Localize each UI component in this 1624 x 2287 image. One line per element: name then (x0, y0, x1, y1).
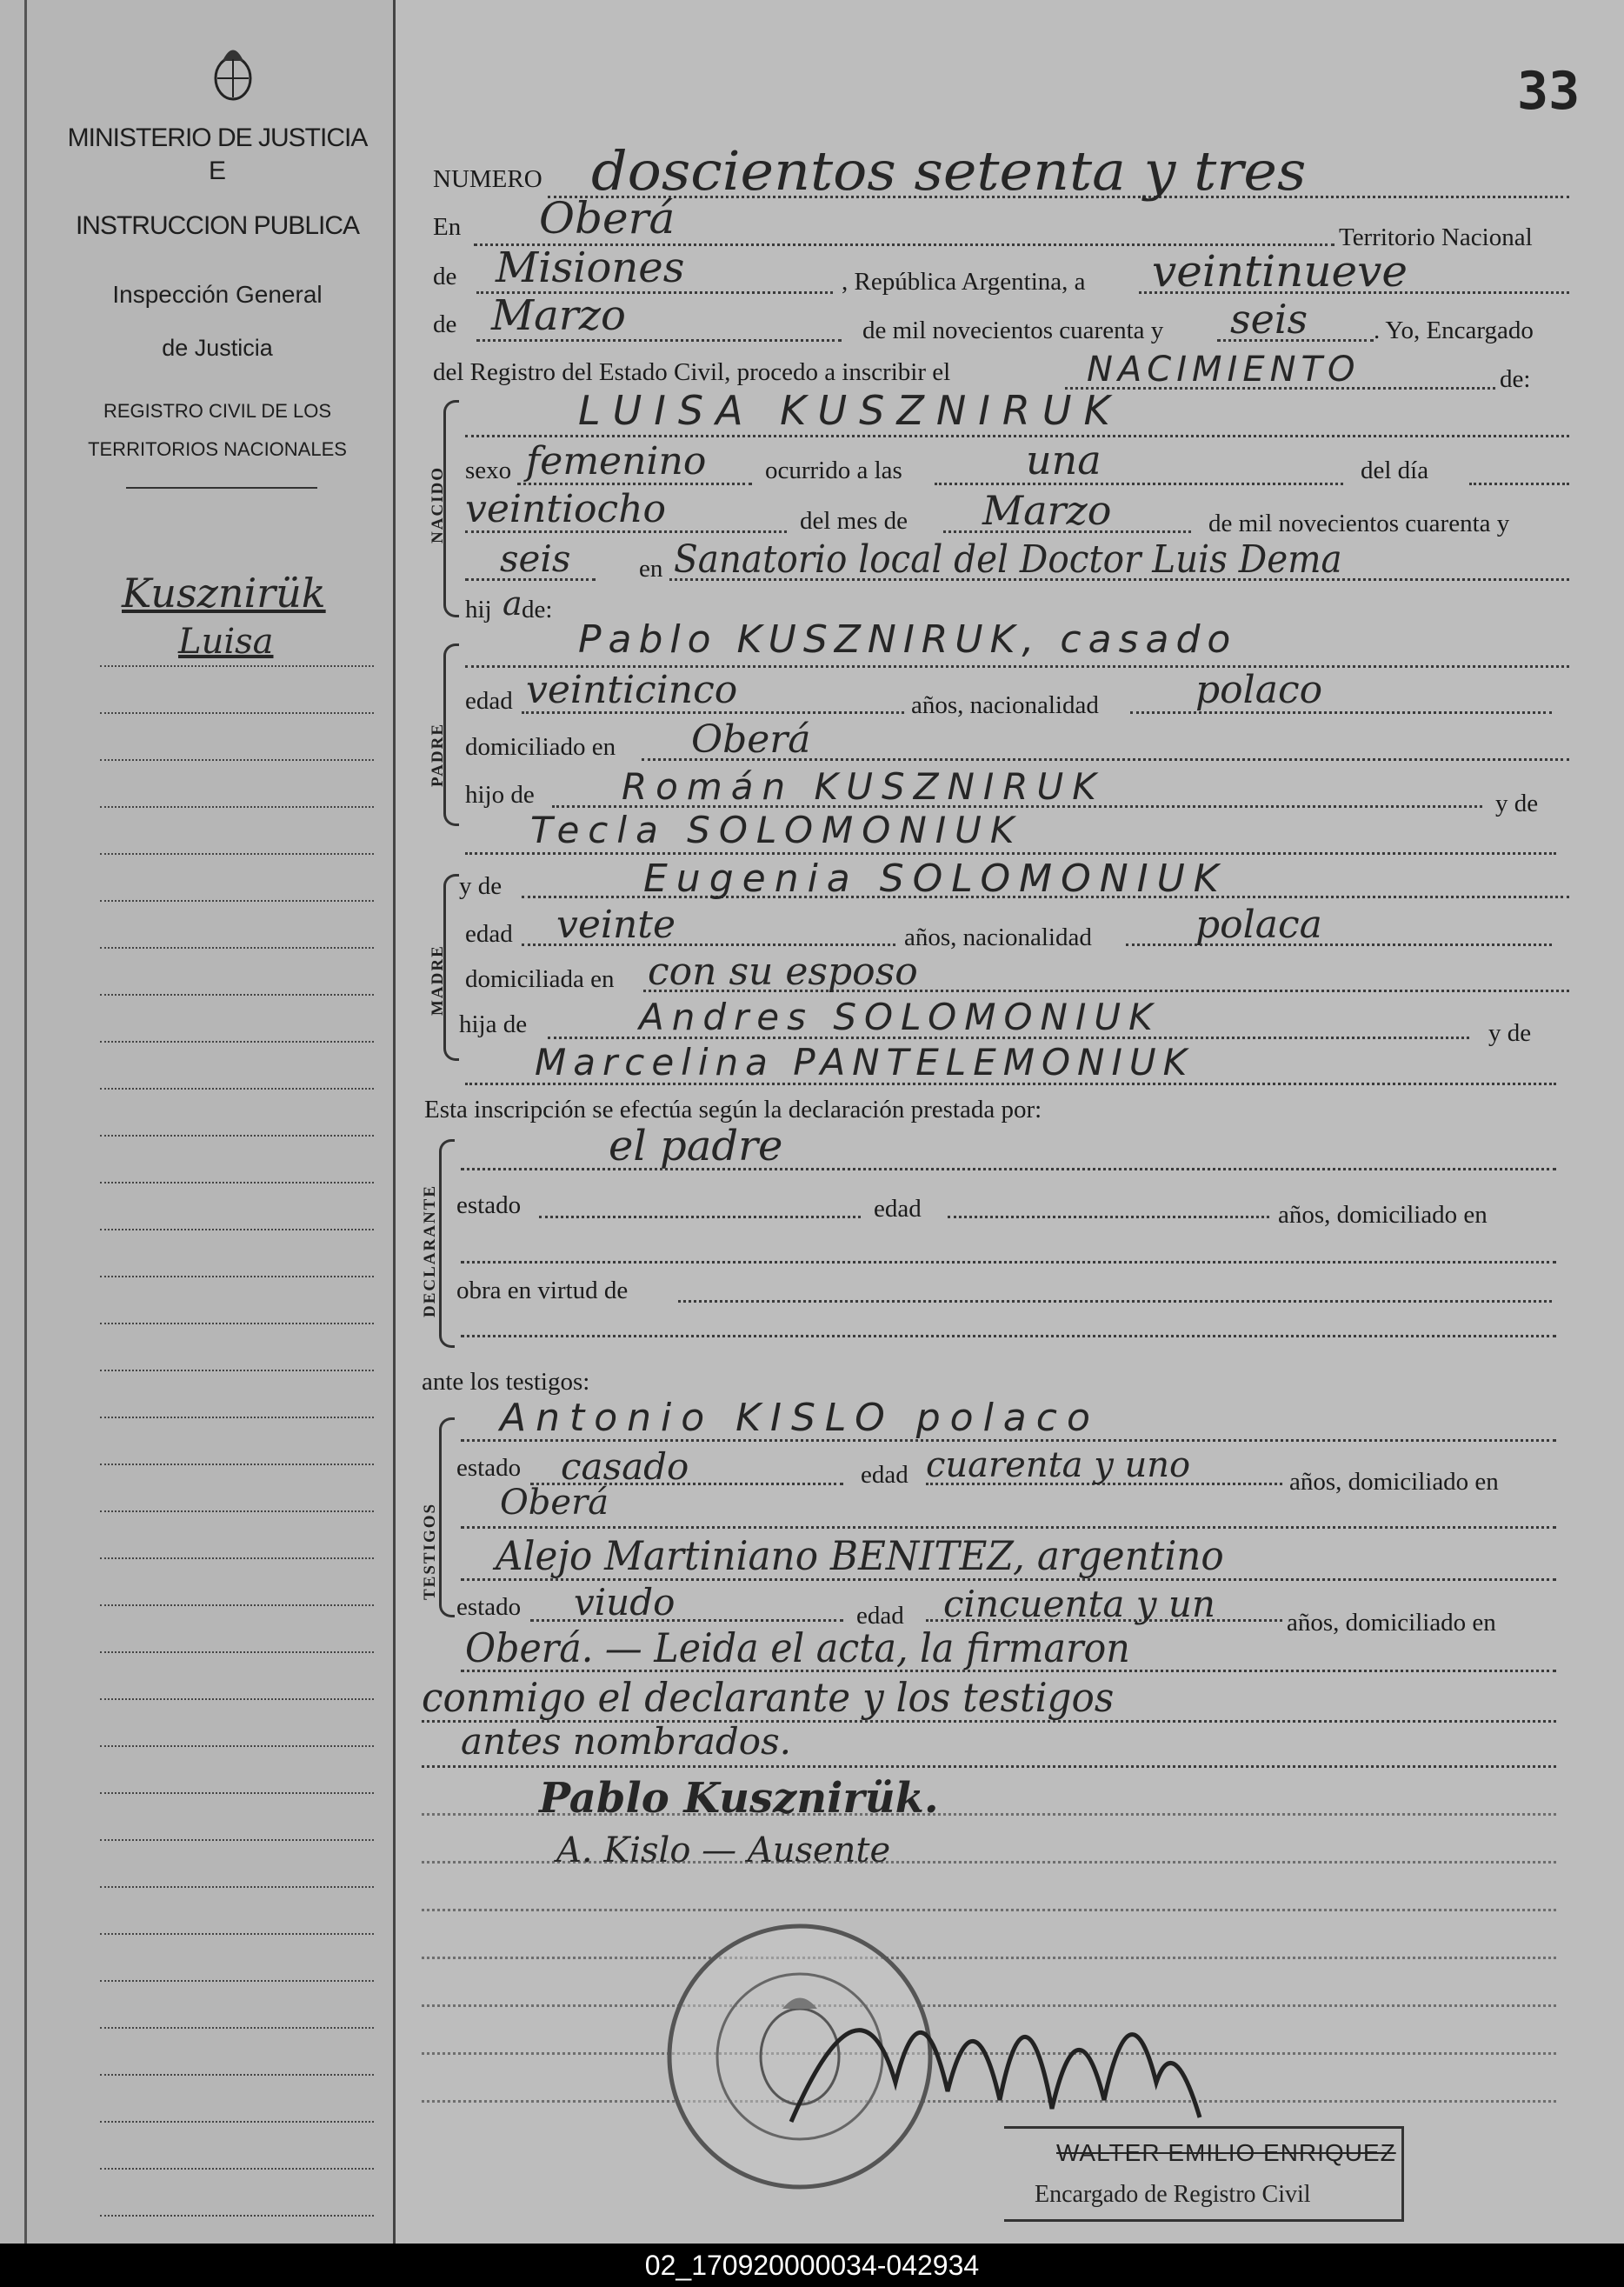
hija-value: a (503, 584, 522, 623)
margin-rule-line (100, 1323, 374, 1324)
margin-rule-line (100, 2074, 374, 2076)
nacido-tag: NACIDO (429, 465, 447, 543)
hija-de-label: de: (522, 596, 553, 623)
testigo1-dom-value: Oberá (500, 1483, 609, 1523)
padre-nac-value: polaco (1195, 668, 1323, 712)
testigo1-edad-value: cuarenta y uno (926, 1445, 1191, 1485)
testigo2-estado-value: viudo (574, 1581, 676, 1624)
dia-nac-value: veintiocho (465, 487, 667, 531)
national-seal-icon (207, 35, 259, 104)
margin-rule-line (100, 1980, 374, 1982)
padre-madre-rule (465, 852, 1556, 855)
margin-rule-line (100, 1698, 374, 1700)
registro-line1: REGISTRO CIVIL DE LOS (103, 400, 332, 422)
obra-label: obra en virtud de (456, 1277, 629, 1304)
del-dia-label: del día (1361, 457, 1429, 484)
inspeccion-line1: Inspección General (112, 281, 323, 308)
padre-tag: PADRE (429, 722, 447, 787)
cierre-line2: antes nombrados. (461, 1720, 791, 1763)
ministry-line3: INSTRUCCION PUBLICA (75, 211, 360, 240)
testigo2-estado-label: estado (456, 1593, 522, 1621)
madre-padre-value: Andres SOLOMONIUK (639, 996, 1161, 1038)
madre-name: Eugenia SOLOMONIUK (643, 857, 1228, 901)
declarante-edad-label: edad (874, 1195, 922, 1223)
madre-tag: MADRE (429, 944, 447, 1016)
padre-edad-label: edad (465, 687, 513, 715)
ministry-line2: E (208, 157, 226, 185)
margin-rule-line (100, 1464, 374, 1465)
margin-rule-line (100, 665, 374, 667)
mes-nac-value: Marzo (982, 487, 1112, 534)
madre-madre-rule (465, 1083, 1556, 1085)
cierre-rule2 (422, 1765, 1556, 1768)
margin-rule-line (100, 1088, 374, 1090)
testigo1-estado-label: estado (456, 1454, 522, 1482)
page-number: 33 (1517, 61, 1581, 122)
signature-rule-line (422, 1861, 1556, 1864)
mil2-label: de mil novecientos cuarenta y (1208, 510, 1510, 537)
yo-label: . Yo, Encargado (1374, 317, 1534, 344)
madre-dom-value: con su esposo (648, 950, 918, 994)
registro-line2: TERRITORIOS NACIONALES (88, 438, 347, 460)
margin-rule-line (100, 1041, 374, 1043)
inscripcion-label: Esta inscripción se efectúa según la declaración prestada por: (424, 1096, 1042, 1123)
margin-rule-line (100, 2027, 374, 2029)
testigo2-edad-value: cincuenta y un (943, 1583, 1215, 1625)
testigos-label: ante los testigos: (422, 1368, 590, 1396)
declarante-value: el padre (609, 1122, 783, 1170)
testigo2-edad-label: edad (856, 1602, 904, 1630)
testigo2-dom-value: Oberá. — Leida el acta, la firmaron (465, 1624, 1130, 1671)
nacido-name: LUISA KUSZNIRUK (578, 387, 1122, 434)
numero-value: doscientos setenta y tres (591, 139, 1307, 203)
declarante-estado-label: estado (456, 1191, 522, 1219)
margin-rule-line (100, 1839, 374, 1841)
obra-rule2 (461, 1335, 1556, 1337)
testigo2-name: Alejo Martiniano BENITEZ, argentino (496, 1532, 1224, 1579)
hora-rule (935, 483, 1343, 485)
signature-father: Pablo Kusznirük. (539, 1774, 939, 1823)
margin-rule-line (100, 1229, 374, 1230)
margin-rule-line (100, 806, 374, 808)
declarante-dom-rule (461, 1261, 1556, 1264)
margin-rule-line (100, 994, 374, 996)
del-mes-label: del mes de (800, 507, 909, 535)
de-label: de (433, 263, 457, 290)
padre-y-de-label: y de (1495, 790, 1539, 817)
margin-rule-line (100, 1933, 374, 1935)
signature-witnesses: A. Kislo — Ausente (556, 1830, 891, 1870)
madre-nac-value: polaca (1195, 903, 1322, 947)
testigo1-name: Antonio KISLO polaco (500, 1396, 1100, 1440)
footer-id: 02_170920000034-042934 (0, 2244, 1624, 2287)
hija-label: hij (465, 596, 492, 623)
anio-value: seis (1230, 296, 1308, 343)
dia-nac-rule (465, 530, 787, 533)
madre-nac-rule (1126, 943, 1552, 946)
margin-column (0, 0, 396, 2244)
sexo-label: sexo (465, 457, 512, 484)
margin-rule-line (100, 1745, 374, 1747)
inspeccion-line2: de Justicia (162, 335, 273, 361)
testigos-tag: TESTIGOS (421, 1502, 439, 1600)
officer-name: WALTER EMILIO ENRIQUEZ (1056, 2139, 1396, 2166)
signature-rule-line (422, 1813, 1556, 1816)
margin-rule-line (100, 1370, 374, 1371)
testigo2-dom-rule (461, 1670, 1556, 1672)
margin-rule-line (100, 853, 374, 855)
margin-rule-line (100, 1182, 374, 1184)
margin-rule-line (100, 2168, 374, 2170)
madre-yde-label: y de (459, 872, 503, 900)
padre-hijo-de-label: hijo de (465, 781, 535, 809)
provincia-value: Misiones (496, 243, 685, 292)
republica-label: , República Argentina, a (842, 268, 1086, 296)
margin-rule-line (100, 900, 374, 902)
margin-given-name: Luisa (178, 622, 274, 662)
officer-title: Encargado de Registro Civil (1035, 2181, 1311, 2208)
testigo2-anios-label: años, domiciliado en (1287, 1609, 1496, 1637)
lugar-value: Sanatorio local del Doctor Luis Dema (674, 537, 1342, 582)
hora-value: una (1026, 437, 1102, 483)
margin-rule-line (100, 1886, 374, 1888)
margin-rule-line (100, 2215, 374, 2217)
madre-madre-value: Marcelina PANTELEMONIUK (535, 1041, 1195, 1083)
madre-edad-value: veinte (556, 903, 676, 947)
mes-value: Marzo (491, 291, 626, 340)
declarante-tag: DECLARANTE (421, 1184, 439, 1317)
territorio-label: Territorio Nacional (1339, 223, 1533, 251)
madre-y-de-label: y de (1488, 1019, 1532, 1047)
margin-surname: Kusznirük (122, 570, 326, 617)
padre-dom-label: domiciliado en (465, 733, 616, 761)
declarante-bracket (439, 1139, 455, 1348)
sexo-value: femenino (526, 439, 707, 483)
de2-label: de (433, 310, 457, 338)
padre-padre-value: Román KUSZNIRUK (622, 765, 1105, 808)
madre-nac-label: años, nacionalidad (904, 923, 1092, 951)
dia-value: veintinueve (1152, 246, 1408, 297)
margin-rule-line (100, 1276, 374, 1277)
binding-edge (24, 0, 27, 2244)
nacido-name-rule (465, 435, 1569, 437)
margin-rule-line (100, 759, 374, 761)
cierre-line1: conmigo el declarante y los testigos (422, 1674, 1115, 1721)
declarante-edad-rule (948, 1216, 1269, 1218)
ocurrido-label: ocurrido a las (765, 457, 902, 484)
registro-label: del Registro del Estado Civil, procedo a inscribir el (433, 358, 951, 386)
testigo1-estado-value: casado (561, 1445, 689, 1488)
anio-nac-value: seis (500, 537, 571, 580)
numero-label: NUMERO (433, 165, 542, 193)
obra-rule (678, 1300, 1552, 1303)
en-label: En (433, 213, 462, 241)
madre-hija-de-label: hija de (459, 1010, 528, 1038)
testigo1-edad-label: edad (861, 1461, 909, 1489)
acto-value: NACIMIENTO (1087, 350, 1361, 390)
en-value: Oberá (539, 193, 676, 243)
testigo1-anios-label: años, domiciliado en (1289, 1468, 1499, 1496)
margin-rule-line (100, 1604, 374, 1606)
margin-rule-line (100, 1557, 374, 1559)
madre-dom-label: domiciliada en (465, 965, 615, 993)
declarante-anios-label: años, domiciliado en (1278, 1201, 1488, 1229)
margin-rule-line (100, 1651, 374, 1653)
padre-nac-label: años, nacionalidad (911, 691, 1099, 719)
margin-rule-line (100, 1510, 374, 1512)
margin-rule-line (100, 1417, 374, 1418)
margin-rule-line (100, 712, 374, 714)
margin-rule-line (100, 1135, 374, 1137)
padre-edad-value: veinticinco (526, 668, 738, 712)
declarante-estado-rule (539, 1216, 861, 1218)
margin-rule-line (100, 947, 374, 949)
anio-nac-rule (465, 578, 596, 581)
del-dia-rule (1469, 483, 1569, 485)
ministry-line1: MINISTERIO DE JUSTICIA (67, 123, 368, 152)
padre-nac-rule (1130, 711, 1552, 714)
testigo1-name-rule (461, 1439, 1556, 1442)
testigo1-dom-rule (461, 1526, 1556, 1529)
madre-edad-label: edad (465, 920, 513, 948)
sidebar-divider (126, 487, 317, 489)
en2-label: en (639, 555, 663, 583)
padre-dom-value: Oberá (691, 717, 811, 762)
declarante-rule (461, 1168, 1556, 1170)
padre-madre-value: Tecla SOLOMONIUK (530, 809, 1023, 851)
padre-name: Pablo KUSZNIRUK, casado (578, 617, 1238, 662)
margin-rule-line (100, 2121, 374, 2123)
mil-label: de mil novecientos cuarenta y (862, 317, 1164, 344)
de3-label: de: (1500, 365, 1531, 393)
margin-rule-line (100, 1792, 374, 1794)
testigos-bracket (439, 1417, 455, 1617)
